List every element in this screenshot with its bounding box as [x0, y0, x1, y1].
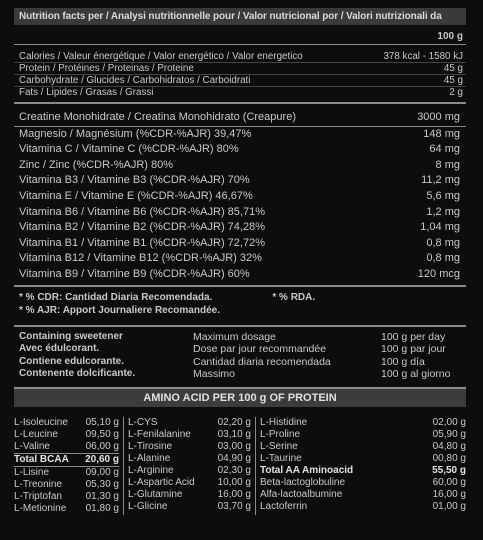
actives-table: [14, 104, 466, 283]
amino-row-label: L-Glutamine: [128, 489, 183, 501]
active-ingredient-row: [14, 220, 466, 236]
active-ingredient-row-label: Vitamina B6 / Vitamine B6 (%CDR-%AJR) 85,71%: [19, 205, 265, 218]
amino-row-label: L-Isoleucine: [14, 416, 68, 428]
amino-acid-table: [14, 407, 466, 516]
active-ingredient-row-label: Vitamina E / Vitamine E (%CDR-%AJR) 46,67%: [19, 189, 253, 202]
active-ingredient-row: [14, 267, 466, 283]
amino-row: [128, 465, 251, 477]
amino-row: [14, 467, 119, 479]
amino-row-value: 09,00 g: [85, 466, 119, 478]
amino-row-value: 16,00 g: [432, 489, 466, 501]
active-ingredient-row-value: 1,04 mg: [420, 221, 460, 234]
label-header: Nutrition facts per / Analysi nutritionnelle pour / Valor nutricional por / Valori nutrizionali da: [14, 8, 466, 25]
amino-row-value: 00,80 g: [432, 452, 466, 464]
active-ingredient-row-label: Zinc / Zinc (%CDR-%AJR) 80%: [19, 158, 174, 171]
amino-row-value: 01,80 g: [85, 503, 119, 515]
nutrition-row: [14, 63, 466, 75]
dosage-value: 100 g al giorno: [381, 368, 451, 381]
amino-row-value: 03,70 g: [217, 501, 251, 513]
per-100g-heading: 100 g: [14, 25, 466, 45]
nutrition-row-label: Fats / Lipides / Grasas / Grassi: [19, 87, 154, 98]
amino-row-value: 20,60 g: [85, 453, 119, 465]
amino-row-value: 05,90 g: [432, 428, 466, 440]
amino-row: [128, 477, 251, 489]
active-ingredient-row-label: Vitamina C / Vitamine C (%CDR-%AJR) 80%: [19, 143, 239, 156]
dosage-labels: [193, 331, 381, 381]
amino-row: [14, 429, 119, 441]
nutrition-row-label: Carbohydrate / Glucides / Carbohidratos / Carboidrati: [19, 75, 251, 86]
active-ingredient-row-label: Vitamina B9 / Vitamine B9 (%CDR-%AJR) 60%: [19, 267, 250, 280]
amino-row: [14, 503, 119, 515]
amino-row: [260, 465, 466, 477]
active-ingredient-row-value: 0,8 mg: [426, 236, 460, 249]
amino-row-label: L-Treonine: [14, 479, 62, 490]
active-ingredient-row-value: 1,2 mg: [426, 205, 460, 218]
amino-row-label: Total BCAA: [14, 453, 69, 465]
amino-row-value: 60,00 g: [432, 477, 466, 488]
dosage-label: Cantidad diaria recomendada: [193, 355, 331, 368]
active-ingredient-row: [14, 236, 466, 252]
active-ingredient-row-value: 148 mg: [423, 127, 460, 140]
active-ingredient-row-label: Vitamina B12 / Vitamine B12 (%CDR-%AJR) 32%: [19, 252, 262, 265]
active-ingredient-row-value: 3000 mg: [417, 111, 460, 123]
nutrition-row-label: Protein / Protéines / Proteinas / Proteine: [19, 63, 194, 74]
active-ingredient-row: [14, 173, 466, 189]
sweetener-line: Avec édulcorant.: [19, 343, 100, 355]
amino-row-value: 03,00 g: [217, 440, 251, 452]
sweetener-line: Contiene edulcorante.: [19, 355, 125, 367]
amino-row-label: L-Tirosine: [128, 440, 173, 452]
amino-row-label: L-Taurine: [260, 452, 302, 464]
note-cdr: * % CDR: Cantidad Diaria Recomendada.: [19, 291, 213, 303]
amino-row-label: L-Glicine: [128, 501, 168, 513]
note-ajr: * % AJR: Apport Journaliere Recomandée.: [19, 304, 220, 316]
active-ingredient-row-label: Creatine Monohidrate / Creatina Monohidrato (Creapure): [19, 111, 296, 123]
sweetener-line: Contenente dolcificante.: [19, 368, 136, 380]
amino-column-3: [255, 417, 466, 516]
amino-row: [260, 453, 466, 465]
amino-row-label: Alfa-lactoalbumine: [260, 489, 343, 501]
active-ingredient-row-label: Vitamina B3 / Vitamine B3 (%CDR-%AJR) 70%: [19, 174, 250, 187]
nutrition-label: [14, 8, 466, 515]
nutrition-row: [14, 87, 466, 98]
amino-row-value: 02,00 g: [432, 416, 466, 428]
active-ingredient-row-value: 5,6 mg: [426, 189, 460, 202]
nutrition-table: [14, 45, 466, 104]
dosage-values: [381, 331, 461, 381]
amino-row: [14, 417, 119, 429]
amino-row-label: L-Arginine: [128, 464, 174, 476]
amino-row-label: Beta-lactoglobuline: [260, 477, 346, 488]
active-ingredient-row: [14, 142, 466, 158]
amino-row-label: L-CYS: [128, 416, 158, 428]
amino-row-label: L-Leucine: [14, 428, 58, 440]
dosage-label: Maximum dosage: [193, 330, 276, 343]
amino-row: [128, 489, 251, 501]
active-ingredient-row-label: Magnesio / Magnésium (%CDR-%AJR) 39,47%: [19, 127, 252, 140]
usage-info: [14, 325, 466, 385]
active-ingredient-row-value: 11,2 mg: [421, 174, 460, 187]
nutrition-row-label: Calories / Valeur énergétique / Valor energético / Valor energetico: [19, 51, 303, 62]
amino-row-value: 05,10 g: [85, 416, 119, 428]
amino-column-1: [14, 417, 123, 516]
amino-row-value: 06,00 g: [85, 440, 119, 452]
amino-row-value: 10,00 g: [217, 477, 251, 488]
amino-row: [260, 489, 466, 501]
active-ingredient-row-value: 64 mg: [429, 143, 460, 156]
active-ingredient-row-value: 120 mcg: [417, 267, 460, 280]
amino-row: [260, 429, 466, 441]
nutrition-row-value: 45 g: [443, 63, 463, 74]
amino-row-label: Lactoferrin: [260, 501, 308, 513]
amino-row-value: 02,30 g: [217, 464, 251, 476]
amino-acid-title: AMINO ACID PER 100 g OF PROTEIN: [14, 387, 466, 407]
amino-row-value: 16,00 g: [217, 489, 251, 501]
amino-row-label: L-Lisine: [14, 466, 50, 478]
footnotes: [14, 285, 466, 325]
sweetener-notice: [19, 331, 189, 381]
amino-row-value: 04,90 g: [217, 452, 251, 464]
amino-row-value: 03,10 g: [217, 428, 251, 440]
amino-row: [128, 453, 251, 465]
amino-row: [128, 441, 251, 453]
note-rda: * % RDA.: [272, 291, 316, 303]
dosage-label: Massimo: [193, 368, 236, 381]
amino-row: [128, 417, 251, 429]
amino-row: [260, 441, 466, 453]
active-ingredient-row: [14, 205, 466, 221]
sweetener-line: Containing sweetener: [19, 330, 123, 342]
active-ingredient-row-value: 8 mg: [435, 158, 460, 171]
amino-row-label: L-Aspartic Acid: [128, 477, 195, 488]
active-ingredient-row: [14, 110, 466, 127]
amino-row-label: L-Alanine: [128, 452, 171, 464]
active-ingredient-row-label: Vitamina B1 / Vitamine B1 (%CDR-%AJR) 72,72%: [19, 236, 265, 249]
amino-row-value: 01,00 g: [432, 501, 466, 513]
amino-row: [14, 479, 119, 491]
amino-row: [14, 453, 119, 467]
active-ingredient-row-value: 0,8 mg: [426, 252, 460, 265]
amino-row-value: 09,50 g: [85, 428, 119, 440]
nutrition-row-value: 45 g: [443, 75, 463, 86]
amino-column-2: [123, 417, 255, 516]
active-ingredient-row: [14, 127, 466, 143]
amino-row-label: L-Proline: [260, 428, 301, 440]
nutrition-row-value: 2 g: [449, 87, 463, 98]
amino-row: [128, 501, 251, 513]
active-ingredient-row: [14, 158, 466, 174]
amino-row-label: L-Metionine: [14, 503, 67, 515]
amino-row-label: L-Valine: [14, 440, 50, 452]
nutrition-row: [14, 51, 466, 63]
active-ingredient-row: [14, 251, 466, 267]
amino-row-value: 04,80 g: [432, 440, 466, 452]
dosage-value: 100 g día: [381, 355, 425, 368]
amino-row-value: 55,50 g: [432, 464, 466, 476]
nutrition-row-value: 378 kcal - 1580 kJ: [383, 51, 463, 62]
nutrition-row: [14, 75, 466, 87]
dosage-label: Dose par jour recommandée: [193, 343, 327, 356]
amino-row-value: 01,30 g: [85, 491, 119, 503]
amino-row-value: 02,20 g: [217, 416, 251, 428]
dosage-block: [189, 331, 461, 381]
amino-row-label: L-Triptofan: [14, 491, 62, 503]
amino-row-label: L-Histidine: [260, 416, 308, 428]
amino-row-value: 05,30 g: [85, 479, 119, 490]
amino-row: [128, 429, 251, 441]
amino-row: [260, 477, 466, 489]
amino-row: [260, 501, 466, 513]
amino-row-label: L-Serine: [260, 440, 298, 452]
amino-row: [14, 491, 119, 503]
amino-row-label: Total AA Aminoacid: [260, 464, 354, 476]
active-ingredient-row-label: Vitamina B2 / Vitamine B2 (%CDR-%AJR) 74,28%: [19, 221, 265, 234]
amino-row: [260, 417, 466, 429]
amino-row-label: L-Fenilalanine: [128, 428, 191, 440]
active-ingredient-row: [14, 189, 466, 205]
amino-row: [14, 441, 119, 453]
dosage-value: 100 g per day: [381, 330, 446, 343]
dosage-value: 100 g par jour: [381, 343, 446, 356]
